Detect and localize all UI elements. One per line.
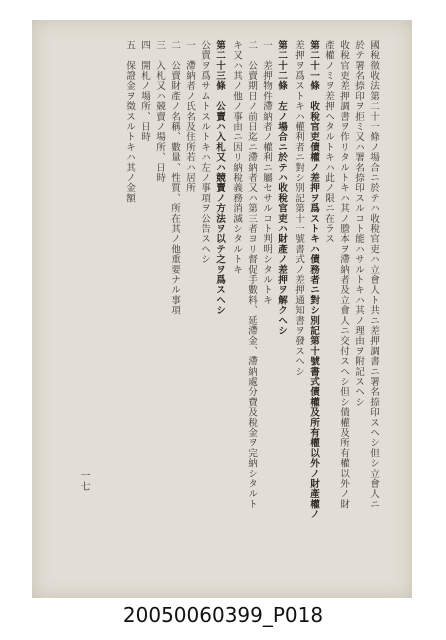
text-column: 國稅徵收法第二十一條ノ場合ニ於テハ收稅官吏ハ立會人ト共ニ差押調書ニ署名捺印スヘシ但シ立會人ニ: [368, 40, 379, 510]
list-item: 二 公賣財產ノ名稱、數量、性質、所在其ノ他重要ナル事項: [169, 40, 180, 316]
text-column: 產權ノミヲ差押ヘタルトキハ此ノ限ニ在ラス: [323, 40, 334, 244]
article-22: 第二十二條 左ノ場合ニ於テハ收稅官吏ハ財產ノ差押ヲ解クヘシ: [276, 40, 287, 336]
text-column: 差押ヲ爲ストキハ權利者ニ對シ別記第十一號書式ノ差押通知書ヲ發スヘシ: [293, 40, 304, 377]
archive-id-caption: 20050060399_P018: [122, 603, 324, 627]
list-item: 五 保證金ヲ徵スルトキハ其ノ金額: [124, 40, 135, 204]
document-page: [32, 20, 412, 598]
list-item: 二 公賣期日ノ前日迄ニ滯納者又ハ第三者ヨリ督促手數料、延滯金、滯納處分費及稅金ヲ完納シタルト: [246, 40, 257, 510]
list-item: 一 滯納者ノ氏名及住所若ハ居所: [184, 40, 195, 193]
page-number: 一七: [78, 470, 89, 492]
list-item: 一 差押物件滯納者ノ權利ニ屬セサルコト判明シタルトキ: [261, 40, 272, 306]
article-21: 第二十一條 收稅官吏債權ノ差押ヲ爲ストキハ債務者ニ對シ別記第十號書式債權及所有權以外ノ財產權ノ: [308, 40, 319, 520]
text-column: 於テ署名捺印ヲ拒ミ又ハ署名捺印スルコト能ハサルトキハ其ノ理由ヲ附記スヘシ: [353, 40, 364, 408]
text-column: 公賣ヲ爲サムトスルトキハ左ノ事項ヲ公告スヘシ: [199, 40, 210, 265]
text-column: キ又ハ其ノ他ノ事由ニ因リ納稅義務消滅シタルトキ: [231, 40, 242, 275]
list-item: 四 開札ノ場所、日時: [139, 40, 150, 142]
article-23: 第二十三條 公賣ハ入札又ハ競賣ノ方法ヲ以テ之ヲ爲スヘシ: [214, 40, 225, 316]
list-item: 三 入札又ハ競賣ノ場所、日時: [154, 40, 165, 183]
text-column: 收稅官吏差押調書ヲ作リタルトキハ其ノ謄本ヲ滯納者及立會人ニ交付スヘシ但シ債權及所有權以外ノ財: [338, 40, 349, 510]
